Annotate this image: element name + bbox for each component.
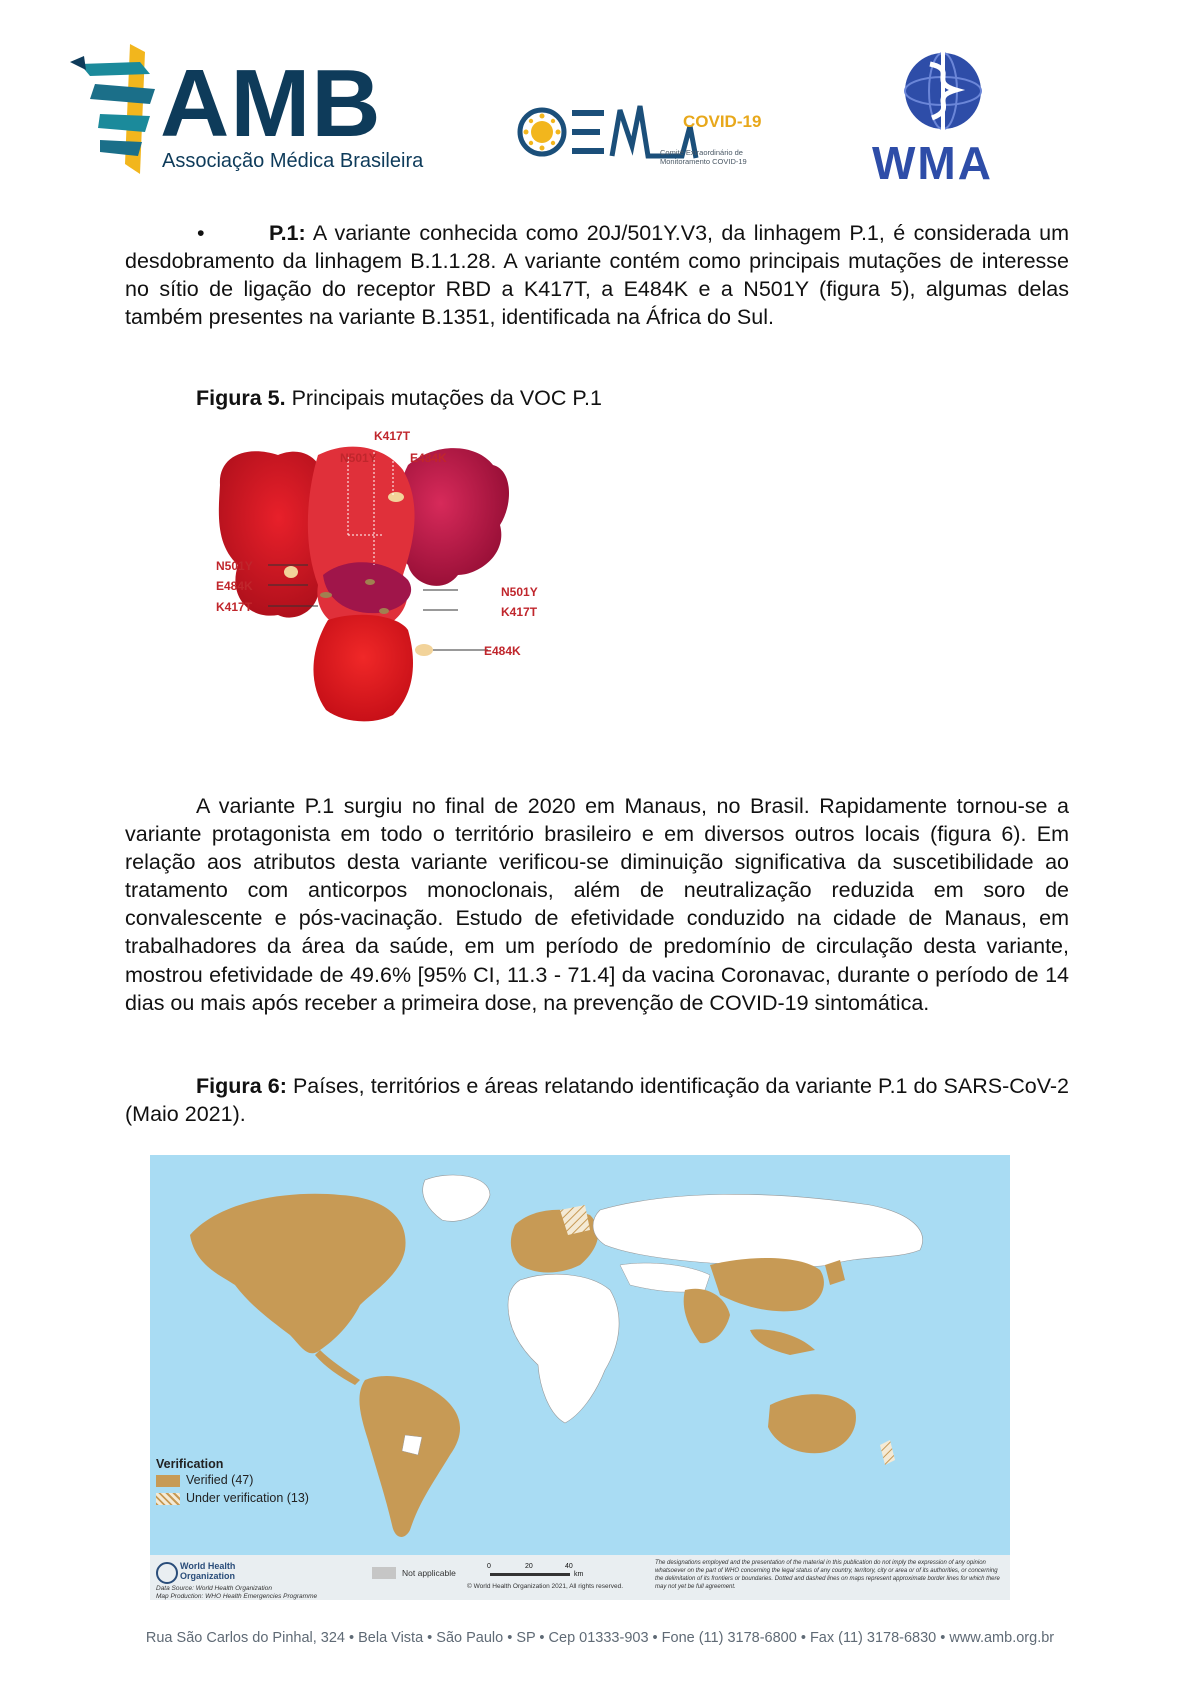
scale-unit: km [574, 1571, 584, 1578]
label-top-k417t: K417T [374, 429, 411, 443]
figure5-label: Figura 5. [196, 386, 286, 410]
figure5-caption [196, 386, 602, 411]
label-top-n501y: N501Y [340, 451, 377, 465]
scale-bar [490, 1573, 570, 1576]
legend-not-applicable: Not applicable [402, 1568, 456, 1578]
legend-swatch-verified [156, 1475, 180, 1487]
label-left-k417t: K417T [216, 600, 253, 614]
world-map [150, 1155, 1010, 1600]
figure6-title: Países, territórios e áreas relatando identificação da variante P.1 do SARS-CoV-2 (Maio 2021). [125, 1074, 1069, 1127]
p1-paragraph [125, 219, 1069, 331]
label-right-n501y: N501Y [501, 585, 538, 599]
label-left-n501y: N501Y [216, 559, 253, 573]
figure6-caption [125, 1072, 1069, 1128]
label-top-e484k: E484K [410, 451, 447, 465]
figure5-spike-protein [208, 425, 563, 760]
label-left-e484k: E484K [216, 579, 253, 593]
p1-text: A variante conhecida como 20J/501Y.V3, da linhagem P.1, é considerada um desdobramento da linhagem B.1.1.28. A variante contém como principais mutações de interesse no sítio de ligação do receptor RBD a K417T, a E484K e a N501Y (figura 5), algumas delas também presentes na variante B.1351, identificada na África do Sul. [125, 221, 1069, 330]
scale-0: 0 [487, 1563, 491, 1570]
who-disclaimer: The designations employed and the presentation of the material in this publication do not imply the expression of any opinion whatsoever on the part of WHO concerning the legal status of any country, territory, city or area or of its authorities, or concerning the delimitation of its frontiers or boundaries. Dotted and dashed lines on maps represent approximate border lines for which there may not yet be full agreement. [655, 1560, 1000, 1590]
legend-verified: Verified (47) [186, 1473, 254, 1487]
who-emblem-icon [156, 1562, 178, 1584]
legend-swatch-not-applicable [372, 1567, 396, 1579]
p1-lead: P.1: [269, 221, 306, 245]
page-footer-address: Rua São Carlos do Pinhal, 324 • Bela Vista • São Paulo • SP • Cep 01333-903 • Fone (11) 3178-6800 • Fax (11) 3178-6830 • www.amb.org.br [145, 1630, 1055, 1646]
paragraph-p1-origin: A variante P.1 surgiu no final de 2020 em Manaus, no Brasil. Rapidamente tornou-se a variante protagonista em todo o território brasileiro e em diversos outros locais (figura 6). Em relação aos atributos desta variante verificou-se diminuição significativa da suscetibilidade ao tratamento com anticorpos monoclonais, além de neutralização reduzida em soro de convalescente e pós-vacinação. Estudo de efetividade conduzido na cidade de Manaus, em trabalhadores da área da saúde, em um período de predomínio de circulação desta variante, mostrou efetividade de 49.6% [95% CI, 11.3 - 71.4] da vacina Coronavac, durante o período de 14 dias ou mais após receber a primeira dose, na prevenção de COVID-19 sintomática. [125, 794, 1069, 1015]
amb-title: AMB [160, 50, 382, 157]
legend-swatch-under-verification [156, 1493, 180, 1505]
figure5-title: Principais mutações da VOC P.1 [291, 386, 602, 410]
amb-subtitle: Associação Médica Brasileira [162, 150, 424, 172]
bullet: • [197, 221, 205, 245]
scale-20: 20 [525, 1563, 533, 1570]
who-data-source: Data Source: World Health Organization [156, 1585, 272, 1592]
figure6-world-map [150, 1155, 1010, 1600]
label-bottom-e484k: E484K [484, 644, 521, 658]
who-org-name: World Health Organization [180, 1561, 236, 1581]
wma-title: WMA [872, 137, 993, 189]
legend-under-verification: Under verification (13) [186, 1491, 309, 1505]
label-right-k417t: K417T [501, 605, 538, 619]
who-map-production: Map Production: WHO Health Emergencies Programme [156, 1593, 318, 1600]
scale-40: 40 [565, 1563, 573, 1570]
cem-committee-text: Comitê Extraordinário de Monitoramento COVID-19 [660, 148, 747, 166]
cem-covid-badge: COVID-19 [683, 112, 762, 131]
figure6-label: Figura 6: [196, 1074, 287, 1098]
legend-title: Verification [156, 1457, 224, 1471]
who-copyright: © World Health Organization 2021, All rights reserved. [467, 1583, 624, 1590]
